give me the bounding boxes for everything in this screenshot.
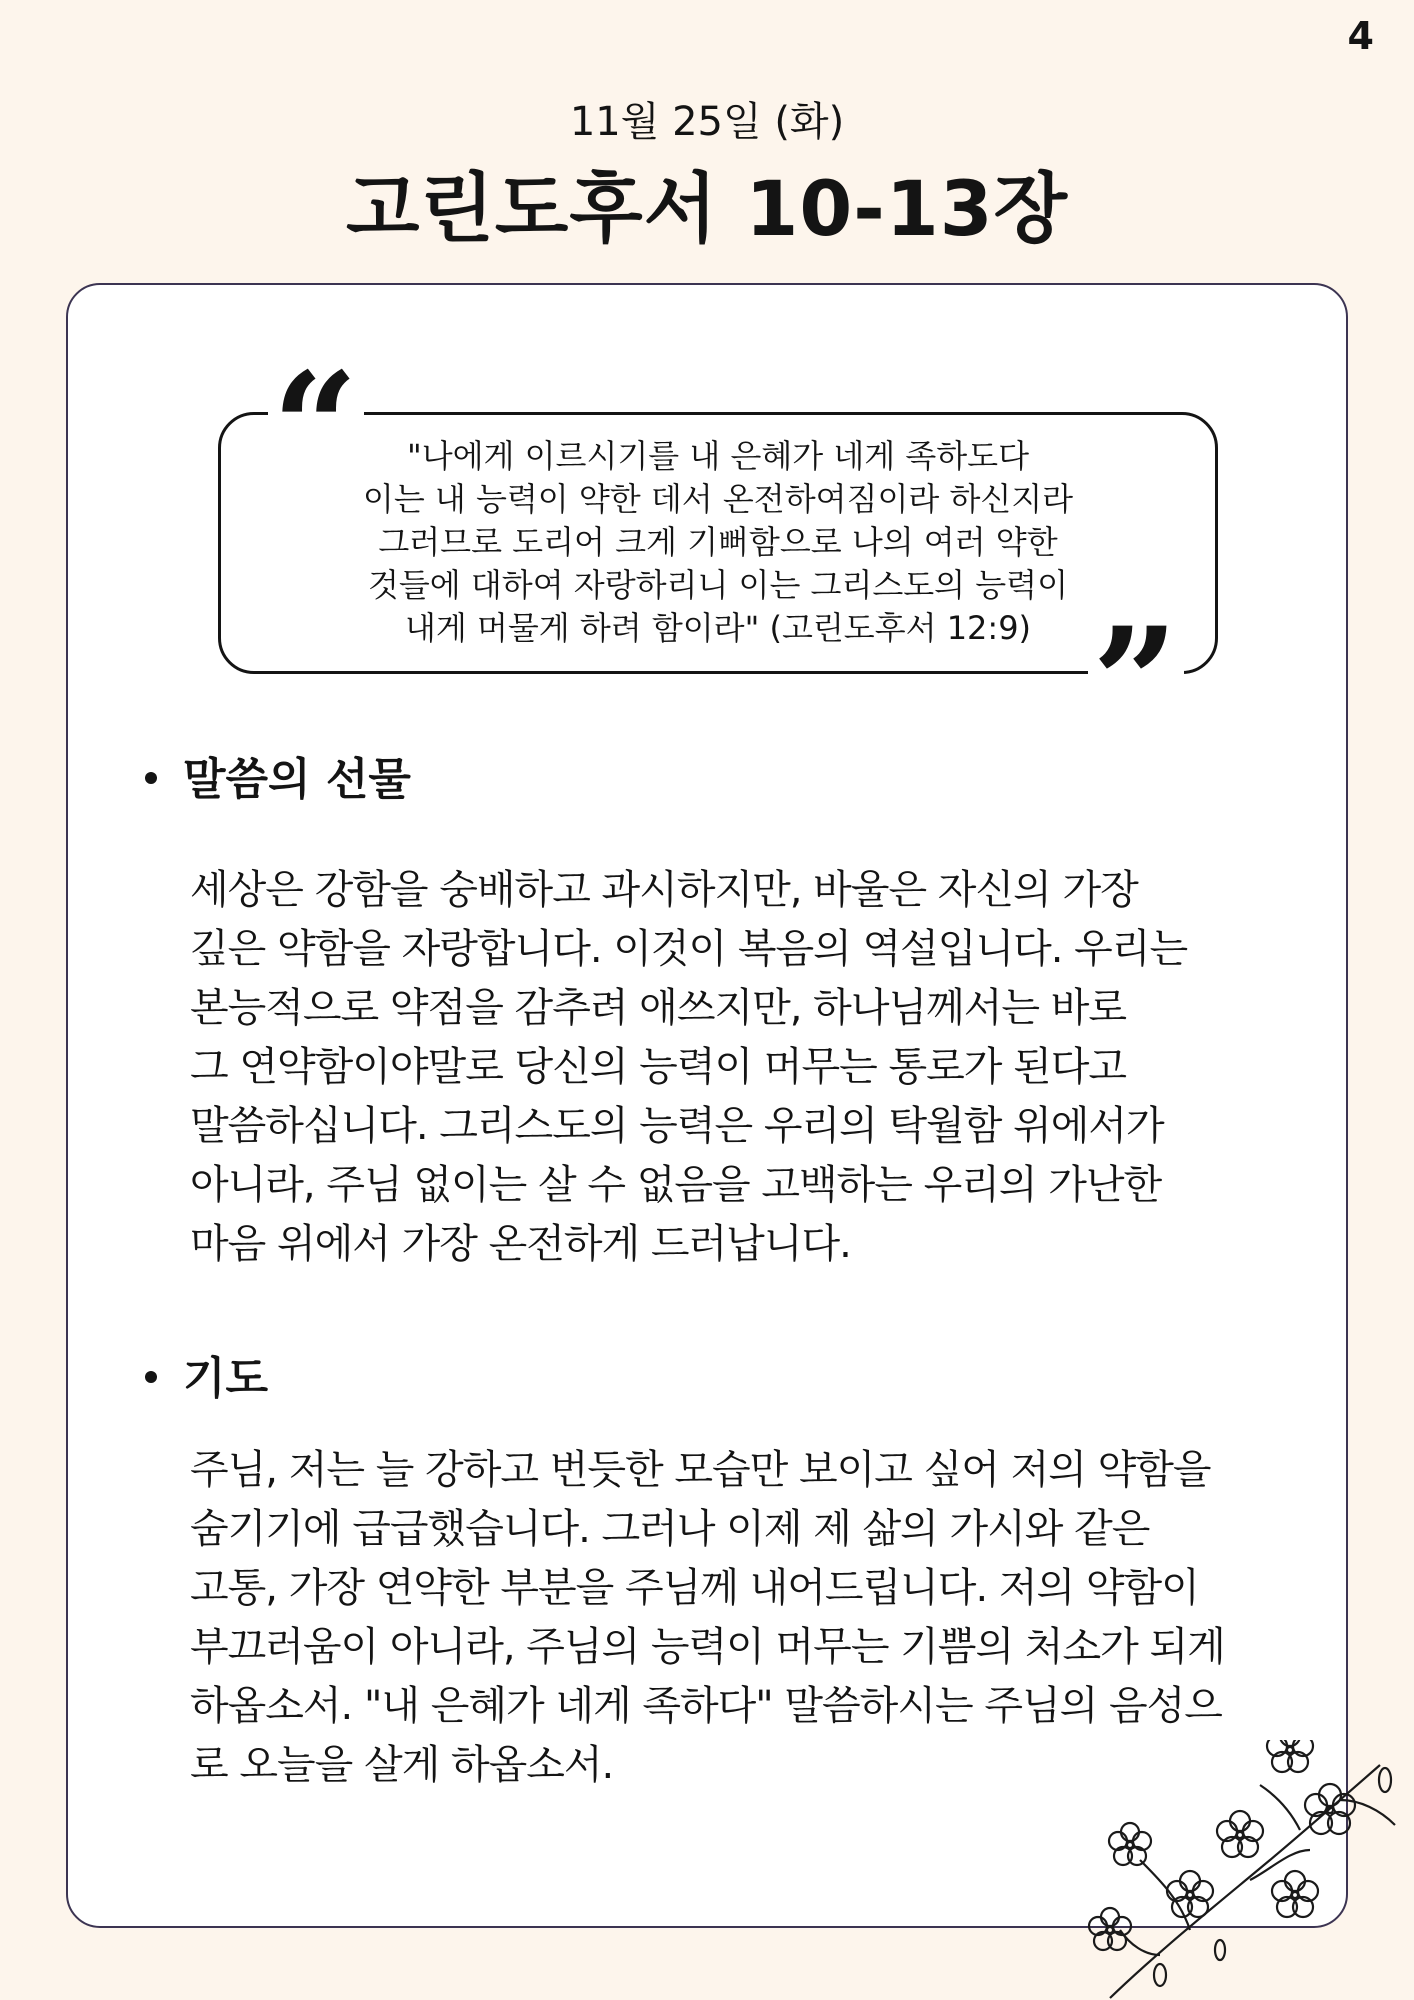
prayer-section-body: 주님, 저는 늘 강하고 번듯한 모습만 보이고 싶어 저의 약함을 숨기기에 급급했습니다. 그러나 이제 제 삶의 가시와 같은 고통, 가장 연약한 부분을 주님께 내어드립니다. 저의 약함이 부끄러움이 아니라, 주님의 능력이 머무는 기쁨의 처소가 되게 하옵소서. "내 은혜가 네게 족하다" 말씀하시는 주님의 음성으 로 오늘을 살게 하옵소서. (190, 1447, 1225, 1788)
bullet-icon (145, 1371, 157, 1383)
gift-heading-label: 말씀의 선물 (183, 754, 411, 805)
open-quote-icon: “ (268, 365, 364, 453)
page-title: 고린도후서 10-13장 (345, 164, 1069, 253)
page-number: 4 (1347, 14, 1374, 58)
prayer-section-heading (145, 1342, 268, 1406)
scripture-quote: "나에게 이르시기를 내 은혜가 네게 족하도다 이는 내 능력이 약한 데서 온전하여짐이라 하신지라 그러므로 도리어 크게 기뻐함으로 나의 여러 약한 것들에 대하여 자랑하리니 이는 그리스도의 능력이 내게 머물게 하려 함이라" (고린도후서 12:9) (362, 437, 1074, 647)
cherry-blossom-branch-icon (1040, 1740, 1414, 2000)
gift-section-heading (145, 743, 411, 807)
bullet-icon (145, 772, 157, 784)
prayer-heading-label: 기도 (183, 1353, 269, 1404)
gift-section-body: 세상은 강함을 숭배하고 과시하지만, 바울은 자신의 가장 깊은 약함을 자랑합니다. 이것이 복음의 역설입니다. 우리는 본능적으로 약점을 감추려 애쓰지만, 하나님께서는 바로 그 연약함이야말로 당신의 능력이 머무는 통로가 된다고 말씀하십니다. 그리스도의 능력은 우리의 탁월함 위에서가 아니라, 주님 없이는 살 수 없음을 고백하는 우리의 가난한 마음 위에서 가장 온전하게 드러납니다. (190, 867, 1188, 1267)
close-quote-icon: ” (1088, 620, 1184, 708)
date-label: 11월 25일 (화) (569, 99, 845, 145)
